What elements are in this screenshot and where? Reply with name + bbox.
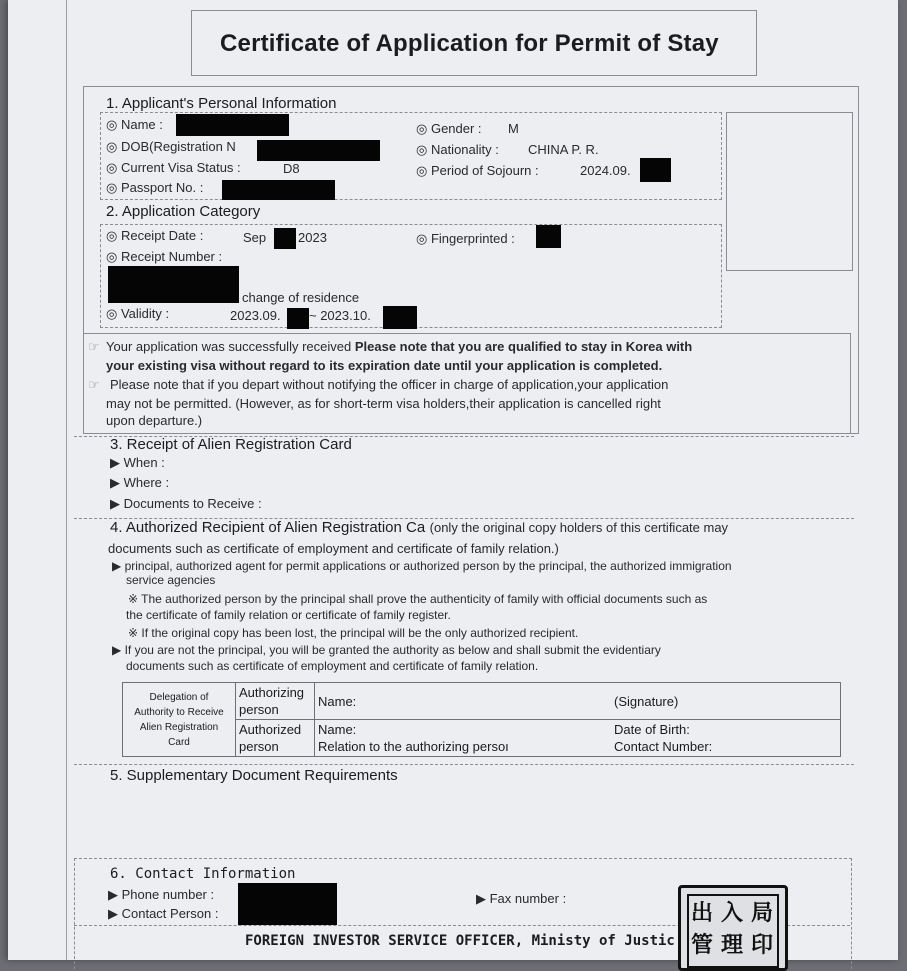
bullet-arrow-icon: ▶ xyxy=(110,475,124,490)
bullet-arrow-icon: ▶ xyxy=(108,906,122,921)
notice-line4: may not be permitted. (However, as for short-term visa holders,their application is cancelled right xyxy=(106,396,661,411)
contact-redaction xyxy=(238,883,337,925)
photo-box xyxy=(726,112,853,271)
section4-bullet2: ▶ If you are not the principal, you will be granted the authority as below and shall submit the evidentiary xyxy=(112,643,661,657)
validity-start-redaction xyxy=(287,308,309,329)
receipt-where: ▶ Where : xyxy=(110,475,170,490)
section4-heading-note: (only the original copy holders of this certificate may xyxy=(429,520,729,535)
sojourn-redaction xyxy=(640,158,671,182)
section4-heading-row xyxy=(110,519,728,537)
phone-number: ▶ Phone number : xyxy=(108,887,215,902)
delegation-table xyxy=(122,682,841,757)
receipt-day-redaction xyxy=(274,228,296,249)
section2-heading: 2. Application Category xyxy=(106,203,261,220)
notice-pointer-icon: ☞ xyxy=(88,339,100,354)
notice-line3: Please note that if you depart without notifying the officer in charge of application,your application xyxy=(110,377,669,392)
seal-glyph: 出 xyxy=(691,900,714,925)
category-text: change of residence xyxy=(242,290,360,305)
section4-bullet1: ▶ principal, authorized agent for permit applications or authorized person by the principal, the authorized immigration xyxy=(112,559,732,573)
validity-end-redaction xyxy=(383,306,417,329)
fingerprinted-redaction xyxy=(536,225,561,248)
passport-label: ◎ Passport No. : xyxy=(106,180,204,195)
sojourn-label: ◎ Period of Sojourn : xyxy=(416,163,539,178)
passport-redaction xyxy=(222,180,335,200)
section4-bullet2-cont: documents such as certificate of employment and certificate of family relation. xyxy=(126,659,539,673)
bullet-arrow-icon: ▶ xyxy=(110,496,124,511)
section1-heading: 1. Applicant's Personal Information xyxy=(106,95,337,112)
seal-glyph: 局 xyxy=(751,900,774,925)
bullet-arrow-icon: ▶ xyxy=(110,455,124,470)
authorized-name-cell: Name: Relation to the authorizing persoı xyxy=(315,720,612,757)
seal-glyph: 理 xyxy=(721,932,744,957)
receipt-date-year: 2023 xyxy=(298,230,327,245)
section3-heading: 3. Receipt of Alien Registration Card xyxy=(110,436,352,453)
visa-label: ◎ Current Visa Status : xyxy=(106,160,241,175)
section5-heading: 5. Supplementary Document Requirements xyxy=(110,767,398,784)
visa-value: D8 xyxy=(283,161,300,176)
section4-bullet1-cont: service agencies xyxy=(126,573,216,587)
nationality-value: CHINA P. R. xyxy=(528,142,599,157)
receipt-number-redaction xyxy=(108,266,239,303)
receipt-when: ▶ When : xyxy=(110,455,165,470)
notice-line1: Your application was successfully received Please note that you are qualified to stay in Korea with xyxy=(106,339,693,354)
notice-pointer-icon-2: ☞ xyxy=(88,377,100,392)
document-title: Certificate of Application for Permit of Stay xyxy=(220,30,719,57)
gender-label: ◎ Gender : xyxy=(416,121,482,136)
seal-glyph: 管 xyxy=(691,932,714,957)
section4-note2: ※ If the original copy has been lost, the principal will be the only authorized recipient. xyxy=(128,626,579,640)
validity-label: ◎ Validity : xyxy=(106,306,170,321)
section4-note1: ※ The authorized person by the principal shall prove the authenticity of family with official documents such as xyxy=(128,592,708,606)
authorizing-person-cell: Authorizing person xyxy=(236,683,315,720)
receipt-date-label: ◎ Receipt Date : xyxy=(106,228,204,243)
nationality-label: ◎ Nationality : xyxy=(416,142,499,157)
sojourn-value: 2024.09. xyxy=(580,163,631,178)
validity-start: 2023.09. xyxy=(230,308,281,323)
bullet-arrow-icon: ▶ xyxy=(112,643,125,657)
dob-label: ◎ DOB(Registration N xyxy=(106,139,236,154)
signature-cell: (Signature) xyxy=(611,683,841,720)
gender-value: M xyxy=(508,121,519,136)
notice-line2: your existing visa without regard to its expiration date until your application is completed. xyxy=(106,358,663,373)
bullet-arrow-icon: ▶ xyxy=(108,887,122,902)
receipt-date-month: Sep xyxy=(243,230,267,245)
seal-glyph: 入 xyxy=(721,900,744,925)
authorized-details-cell: Date of Birth: Contact Number: xyxy=(611,720,841,757)
bullet-arrow-icon: ▶ xyxy=(476,891,490,906)
dob-redaction xyxy=(257,140,380,161)
receipt-number-label: ◎ Receipt Number : xyxy=(106,249,223,264)
authorized-person-cell: Authorized person xyxy=(236,720,315,757)
divider-section5 xyxy=(74,764,854,765)
section4-heading: 4. Authorized Recipient of Alien Registration Ca xyxy=(110,519,426,536)
fingerprinted-label: ◎ Fingerprinted : xyxy=(416,231,515,246)
delegation-label-cell: Delegation of Authority to Receive Alien Registration Card xyxy=(123,683,236,757)
authorizing-name-cell: Name: xyxy=(315,683,612,720)
name-redaction xyxy=(176,114,289,136)
section6-heading: 6. Contact Information xyxy=(110,866,296,882)
bullet-arrow-icon: ▶ xyxy=(112,559,125,573)
official-seal-stamp xyxy=(678,885,788,971)
receipt-documents: ▶ Documents to Receive : xyxy=(110,496,262,511)
section4-note1-cont: the certificate of family relation or certificate of family register. xyxy=(126,608,451,622)
seal-glyph: 印 xyxy=(751,932,774,957)
section4-line2: documents such as certificate of employment and certificate of family relation.) xyxy=(108,541,559,556)
notice-line5: upon departure.) xyxy=(106,413,203,428)
validity-end: ~ 2023.10. xyxy=(309,308,371,323)
contact-person: ▶ Contact Person : xyxy=(108,906,219,921)
name-label: ◎ Name : xyxy=(106,117,163,132)
page-margin-rule xyxy=(66,0,67,960)
issuing-office: FOREIGN INVESTOR SERVICE OFFICER, Ministy of Justic xyxy=(245,933,675,949)
fax-number: ▶ Fax number : xyxy=(476,891,567,906)
